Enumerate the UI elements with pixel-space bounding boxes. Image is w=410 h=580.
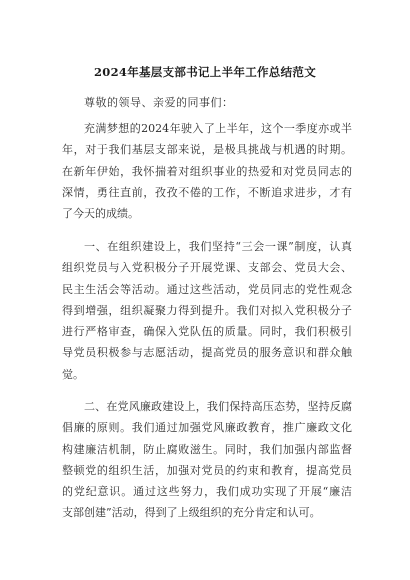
paragraph-line: 得到增强，组织凝聚力得到提升。我们对拟入党积极分子 [62, 303, 352, 317]
paragraph-line: 二、在党风廉政建设上，我们保持高压态势，坚持反腐 [84, 400, 352, 413]
paragraph-line: 构建廉洁机制，防止腐败滋生。同时，我们加强内部监督 [62, 442, 352, 456]
document-title: 2024年基层支部书记上半年工作总结范文 [93, 65, 316, 79]
paragraph-organization [62, 236, 352, 385]
paragraph-line: 倡廉的原则。我们通过加强党风廉政教育，推广廉政文化 [62, 421, 352, 435]
paragraph-line: 进行严格审查，确保入党队伍的质量。同时，我们积极引 [62, 325, 352, 339]
paragraph-line: 导党员积极参与志愿活动，提高党员的服务意识和群众触 [62, 346, 352, 360]
greeting: 尊敬的领导、亲爱的同事们： [84, 96, 234, 109]
paragraph-integrity [62, 396, 352, 524]
paragraph-line: 充满梦想的2024年驶入了上半年，这个一季度亦或半 [84, 122, 352, 135]
paragraph-intro [62, 118, 352, 224]
paragraph-line: 在新年伊始，我怀揣着对组织事业的热爱和对党员同志的 [62, 164, 352, 178]
paragraph-line: 整顿党的组织生活，加强对党员的约束和教育，提高党员 [62, 463, 352, 477]
paragraph-line: 年，对于我们基层支部来说，是极具挑战与机遇的时期。 [62, 143, 352, 157]
paragraph-line: 的党纪意识。通过这些努力，我们成功实现了开展“廉洁 [62, 485, 352, 499]
paragraph-line: 深情，勇往直前，孜孜不倦的工作，不断追求进步，才有 [62, 185, 352, 199]
paragraph-line: 民主生活会等活动。通过这些活动，党员同志的党性观念 [62, 282, 352, 296]
paragraph-line: 组织党员与入党积极分子开展党课、支部会、党员大会、 [62, 261, 352, 275]
paragraph-line: 觉。 [62, 367, 84, 381]
paragraph-line: 了今天的成绩。 [62, 207, 139, 221]
paragraph-line: 支部创建”活动，得到了上级组织的充分肯定和认可。 [62, 506, 321, 520]
paragraph-line: 一、在组织建设上，我们坚持“三会一课”制度，认真 [84, 240, 352, 253]
